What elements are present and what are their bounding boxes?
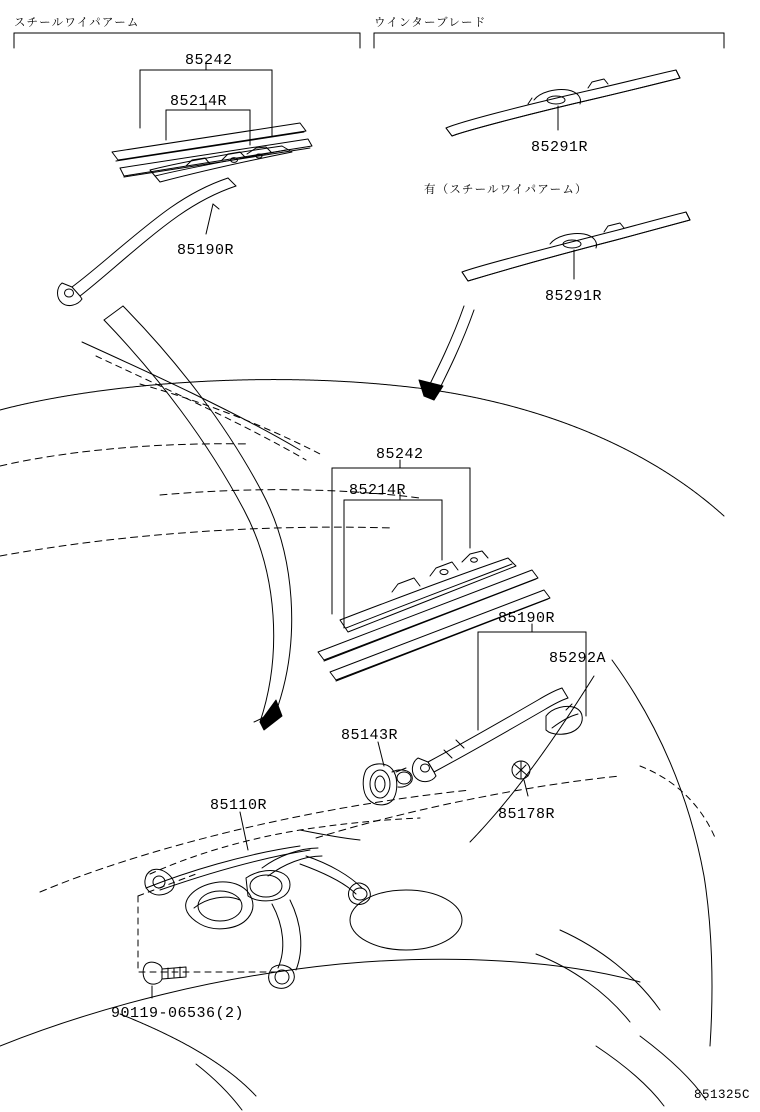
part-label-85190R-top[interactable]: 85190R bbox=[177, 242, 235, 259]
wiper-motor-85110R bbox=[138, 812, 420, 988]
winter-blade-lower bbox=[462, 212, 690, 281]
winter-blade-upper bbox=[446, 70, 680, 136]
assembly-arrow-left bbox=[254, 700, 282, 730]
section-bracket-winter-blade bbox=[374, 33, 724, 48]
section-bracket-steel-wiper-arm bbox=[14, 33, 360, 48]
part-label-85291R-lower[interactable]: 85291R bbox=[545, 288, 603, 305]
assembly-arrow-right bbox=[419, 306, 474, 400]
bolt-90119-06536 bbox=[143, 962, 186, 998]
note-winter-blade-applicability: 有（スチールワイパアーム） bbox=[424, 182, 588, 196]
part-label-85143R[interactable]: 85143R bbox=[341, 727, 399, 744]
part-label-85214R-mid[interactable]: 85214R bbox=[349, 482, 407, 499]
cap-85143R bbox=[363, 742, 412, 805]
part-label-85242-mid[interactable]: 85242 bbox=[376, 446, 424, 463]
part-label-85292A[interactable]: 85292A bbox=[549, 650, 607, 667]
part-label-85214R-top[interactable]: 85214R bbox=[170, 93, 228, 110]
part-label-85178R[interactable]: 85178R bbox=[498, 806, 556, 823]
mid-arm-assembly bbox=[412, 624, 586, 782]
part-label-90119-06536[interactable]: 90119-06536(2) bbox=[111, 1005, 245, 1022]
part-label-85242-top[interactable]: 85242 bbox=[185, 52, 233, 69]
section-header-winter-blade: ウインターブレード bbox=[374, 15, 487, 29]
section-header-steel-wiper-arm: スチールワイパアーム bbox=[14, 15, 140, 29]
part-label-85291R-upper[interactable]: 85291R bbox=[531, 139, 589, 156]
sheet-code: 851325C bbox=[694, 1088, 751, 1102]
part-label-85190R-mid[interactable]: 85190R bbox=[498, 610, 556, 627]
part-label-85110R[interactable]: 85110R bbox=[210, 797, 268, 814]
car-body-outline bbox=[0, 306, 724, 1110]
